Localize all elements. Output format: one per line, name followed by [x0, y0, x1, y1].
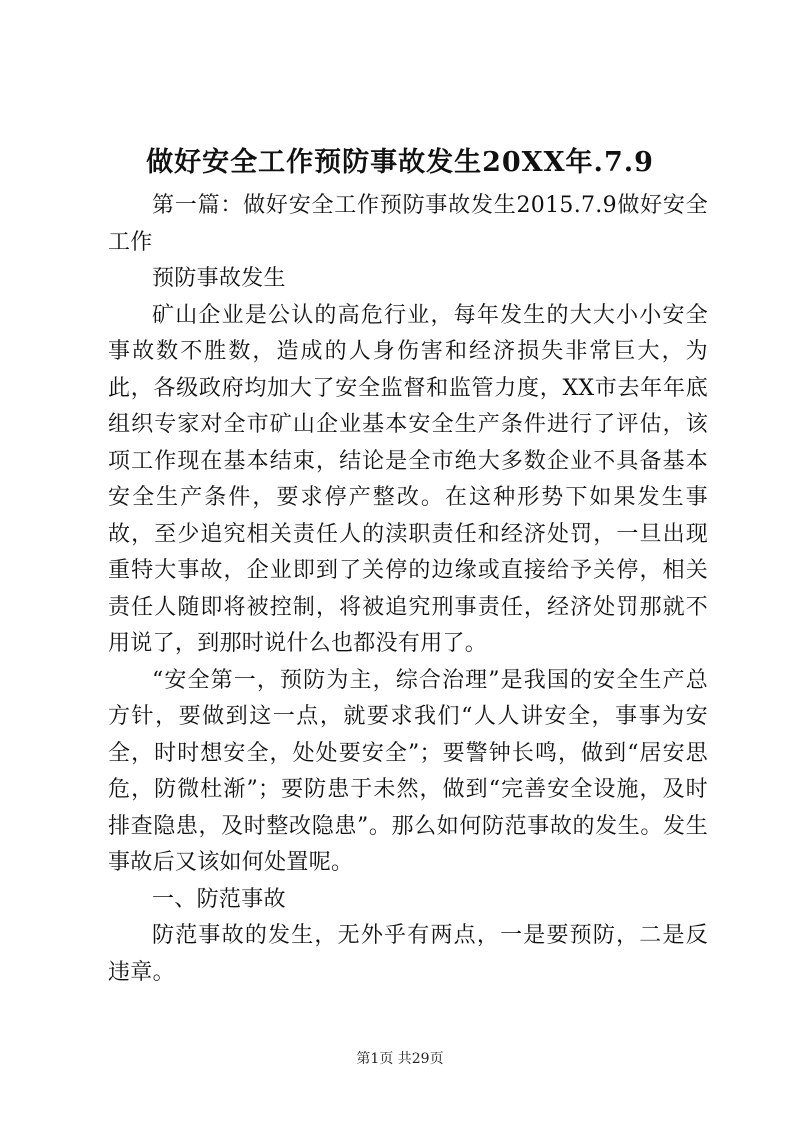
document-title: 做好安全工作预防事故发生20XX年.7.9: [146, 147, 654, 178]
paragraph-heading: 第一篇：做好安全工作预防事故发生2015.7.9做好安全工作: [108, 193, 708, 255]
document-body: [108, 188, 708, 991]
paragraph-policy: “安全第一，预防为主，综合治理”是我国的安全生产总方针，要做到这一点，就要求我们“人人讲安全，事事为安全，时时想安全，处处要安全”；要警钟长鸣，做到“居安思危，防微杜渐”；要防患于未然，做到“完善安全设施，及时排查隐患，及时整改隐患”。那么如何防范事故的发生。发生事故后又该如何处置呢。: [108, 667, 708, 875]
paragraph-prevention: 防范事故的发生，无外乎有两点，一是要预防，二是反违章。: [108, 923, 708, 985]
section-heading: 一、防范事故: [152, 886, 286, 912]
paragraph-intro: 矿山企业是公认的高危行业，每年发生的大大小小安全事故数不胜数，造成的人身伤害和经济损失非常巨大，为此，各级政府均加大了安全监督和监管力度，XX市去年年底组织专家对全市矿山企业基本安全生产条件进行了评估，该项工作现在基本结束，结论是全市绝大多数企业不具备基本安全生产条件，要求停产整改。在这种形势下如果发生事故，至少追究相关责任人的渎职责任和经济处罚，一旦出现重特大事故，企业即到了关停的边缘或直接给予关停，相关责任人随即将被控制，将被追究刑事责任，经济处罚那就不用说了，到那时说什么也都没有用了。: [108, 302, 708, 656]
paragraph-subheading: 预防事故发生: [152, 266, 286, 291]
page-number: 第1页 共29页: [356, 1051, 444, 1067]
